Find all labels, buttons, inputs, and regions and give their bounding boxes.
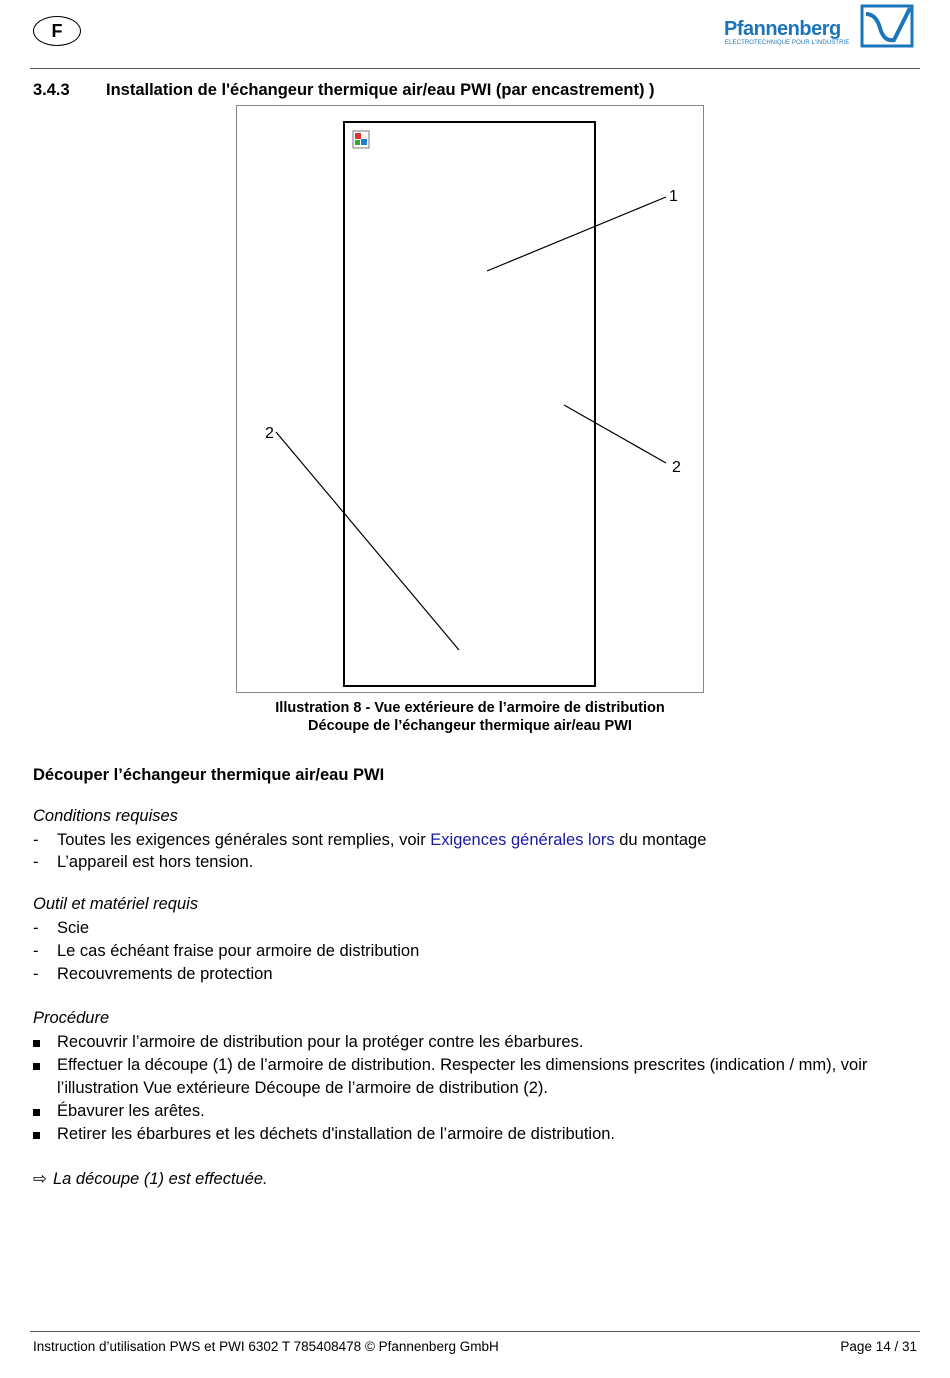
tool-text: Recouvrements de protection — [57, 965, 273, 983]
cabinet-illustration — [236, 105, 704, 693]
tool-text: Scie — [57, 919, 90, 937]
procedure-text: Retirer les ébarbures et les déchets d'installation de l’armoire de distribution. — [57, 1125, 616, 1143]
figure-label-2-left: 2 — [265, 425, 274, 442]
caption-line-1: Illustration 8 - Vue extérieure de l’armoire de distribution — [275, 700, 665, 716]
header-divider — [30, 68, 920, 69]
brand-wave-icon — [860, 4, 916, 48]
footer-document-info: Instruction d’utilisation PWS et PWI 6302 T 785408478 © Pfannenberg GmbH — [33, 1339, 499, 1354]
dash-marker: - — [33, 919, 39, 937]
dash-marker: - — [33, 853, 39, 871]
section-number: 3.4.3 — [33, 81, 70, 99]
sub-heading: Découper l’échangeur thermique air/eau PWI — [33, 766, 385, 784]
leader-line-2-right — [564, 405, 666, 463]
procedure-text: Ébavurer les arêtes. — [57, 1102, 205, 1120]
square-bullet-icon — [33, 1109, 40, 1116]
procedure-text: l’illustration Vue extérieure Découpe de l’armoire de distribution (2). — [57, 1079, 548, 1097]
dash-marker: - — [33, 942, 39, 960]
brand-tagline: ELECTROTECHNIQUE POUR L'INDUSTRIE — [725, 40, 850, 46]
caption-line-2: Découpe de l’échangeur thermique air/eau PWI — [308, 718, 632, 734]
figure-label-1: 1 — [669, 188, 678, 205]
page-number: Page 14 / 31 — [840, 1339, 917, 1354]
figure-caption — [236, 699, 704, 735]
section-title — [33, 81, 655, 100]
dash-marker: - — [33, 831, 39, 849]
square-bullet-icon — [33, 1040, 40, 1047]
result-line — [33, 1169, 268, 1189]
tools-title: Outil et matériel requis — [33, 895, 199, 913]
footer-divider — [30, 1331, 920, 1332]
procedure-text: Effectuer la découpe (1) de l’armoire de distribution. Respecter les dimensions prescrites (indication / mm), voir — [57, 1056, 868, 1074]
figure-label-2-right: 2 — [672, 459, 681, 476]
broken-image-icon — [353, 131, 369, 148]
right-arrow-icon: ⇨ — [33, 1170, 47, 1188]
procedure-title: Procédure — [33, 1009, 110, 1027]
procedure-text: Recouvrir l’armoire de distribution pour la protéger contre les ébarbures. — [57, 1033, 584, 1051]
brand-name: Pfannenberg — [724, 18, 841, 40]
square-bullet-icon — [33, 1132, 40, 1139]
result-text: La découpe (1) est effectuée. — [53, 1170, 268, 1188]
language-badge: F — [33, 16, 81, 46]
leader-line-1 — [487, 197, 666, 271]
condition-tail: du montage — [614, 831, 707, 849]
tool-text: Le cas échéant fraise pour armoire de distribution — [57, 942, 420, 960]
square-bullet-icon — [33, 1063, 40, 1070]
cabinet-outline — [344, 122, 595, 686]
section-title-text: Installation de l'échangeur thermique air/eau PWI (par encastrement) ) — [106, 81, 655, 99]
condition-text: L’appareil est hors tension. — [57, 853, 254, 871]
conditions-title: Conditions requises — [33, 807, 178, 825]
brand-logo — [724, 4, 916, 48]
condition-text: Toutes les exigences générales sont remplies, voir — [57, 831, 431, 849]
dash-marker: - — [33, 965, 39, 983]
leader-line-2-left — [276, 432, 459, 650]
requirements-link[interactable]: Exigences générales lors — [430, 831, 615, 849]
